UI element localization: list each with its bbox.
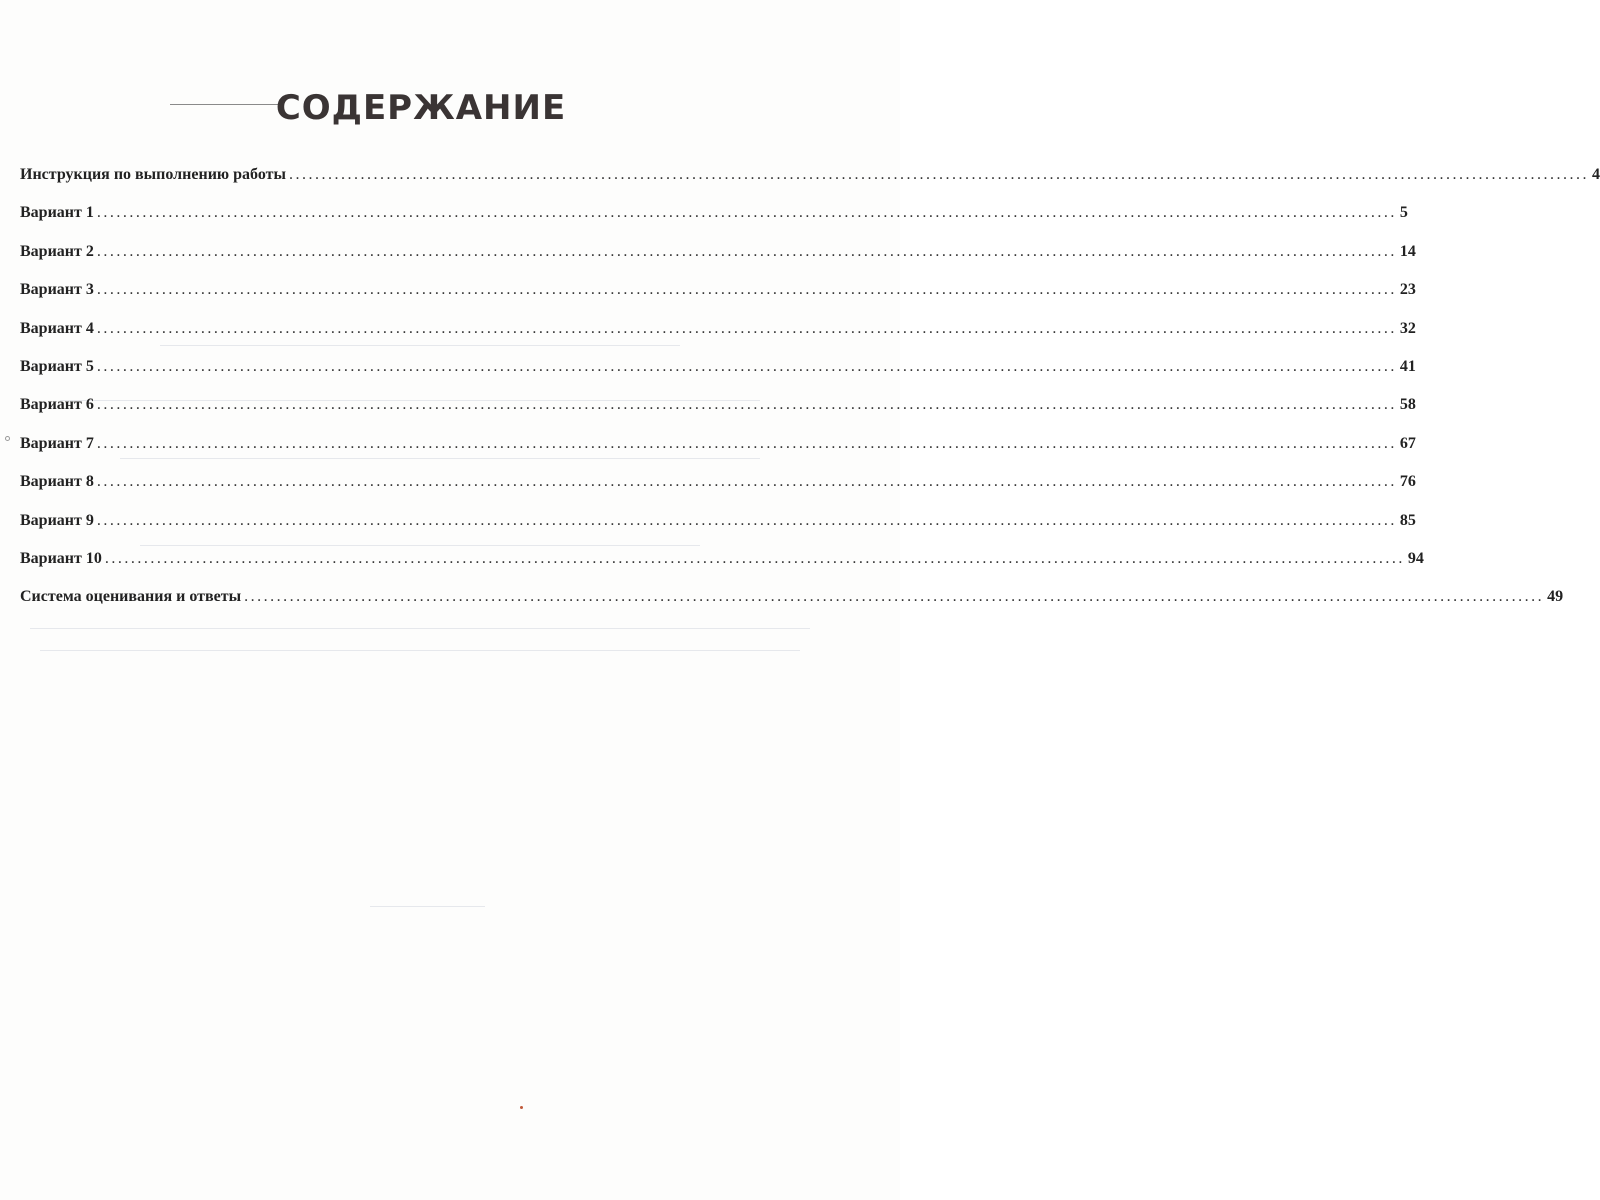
toc-leader-dots: ........................................................................................................................................................................................................ xyxy=(96,319,1397,337)
toc-entry xyxy=(20,549,1424,588)
toc-entry-label: Вариант 7 xyxy=(20,434,94,452)
toc-entry xyxy=(20,204,1408,242)
toc-leader-dots: ........................................................................................................................................................................................................ xyxy=(96,396,1397,414)
toc-entry-page: 5 xyxy=(1399,204,1408,222)
toc-leader-dots: ........................................................................................................................................................................................................ xyxy=(96,281,1397,299)
toc-entry-page: 32 xyxy=(1399,319,1416,337)
toc-entry-label: Инструкция по выполнению работы xyxy=(20,166,286,183)
toc-entry-page: 23 xyxy=(1399,281,1416,299)
toc-entry xyxy=(20,357,1416,396)
toc-entry-page: 58 xyxy=(1399,396,1416,414)
toc-entry xyxy=(20,319,1416,358)
toc-entry-page: 14 xyxy=(1399,242,1416,260)
toc-leader-dots: ........................................................................................................................................................................................................ xyxy=(96,357,1397,375)
toc-entry-label: Вариант 8 xyxy=(20,473,94,491)
toc-leader-dots: ........................................................................................................................................................................................................ xyxy=(96,511,1397,529)
toc-entry-label: Система оценивания и ответы xyxy=(20,588,242,606)
toc-leader-dots: ........................................................................................................................................................................................................ xyxy=(104,549,1405,567)
toc-entry xyxy=(20,588,1564,626)
toc-leader-dots: ........................................................................................................................................................................................................ xyxy=(96,473,1397,491)
margin-dot xyxy=(5,436,10,441)
toc-leader-dots: ........................................................................................................................................................................................................ xyxy=(288,166,1589,183)
toc-entry xyxy=(20,166,1600,204)
bleed-through-line xyxy=(30,628,810,629)
toc-entry-page: 85 xyxy=(1399,511,1416,529)
toc-entry-label: Вариант 9 xyxy=(20,511,94,529)
toc-leader-dots: ........................................................................................................................................................................................................ xyxy=(96,242,1397,260)
bleed-through-line xyxy=(40,650,800,651)
toc-entry-label: Вариант 2 xyxy=(20,242,94,260)
toc-entry-label: Вариант 5 xyxy=(20,357,94,375)
toc-entry xyxy=(20,242,1416,281)
table-of-contents xyxy=(20,166,1600,627)
toc-entry-page: 76 xyxy=(1399,473,1416,491)
toc-entry xyxy=(20,511,1416,550)
ink-speck xyxy=(520,1106,523,1109)
toc-entry xyxy=(20,434,1416,473)
page-title: СОДЕРЖАНИЕ xyxy=(275,88,567,128)
toc-entry-page: 67 xyxy=(1399,434,1416,452)
toc-leader-dots: ........................................................................................................................................................................................................ xyxy=(96,434,1397,452)
toc-entry-label: Вариант 4 xyxy=(20,319,94,337)
toc-entry-page: 4 xyxy=(1591,166,1600,183)
toc-entry-label: Вариант 10 xyxy=(20,549,102,567)
toc-entry-label: Вариант 3 xyxy=(20,281,94,299)
toc-entry xyxy=(20,281,1416,319)
toc-entry-page: 49 xyxy=(1547,588,1564,606)
toc-entry xyxy=(20,396,1416,434)
toc-entry-label: Вариант 6 xyxy=(20,396,94,414)
toc-entry xyxy=(20,473,1416,511)
toc-leader-dots: ........................................................................................................................................................................................................ xyxy=(244,588,1545,606)
toc-entry-page: 94 xyxy=(1407,549,1424,567)
bleed-through-line xyxy=(370,906,485,907)
toc-entry-page: 41 xyxy=(1399,357,1416,375)
toc-entry-label: Вариант 1 xyxy=(20,204,94,222)
toc-leader-dots: ........................................................................................................................................................................................................ xyxy=(96,204,1397,222)
